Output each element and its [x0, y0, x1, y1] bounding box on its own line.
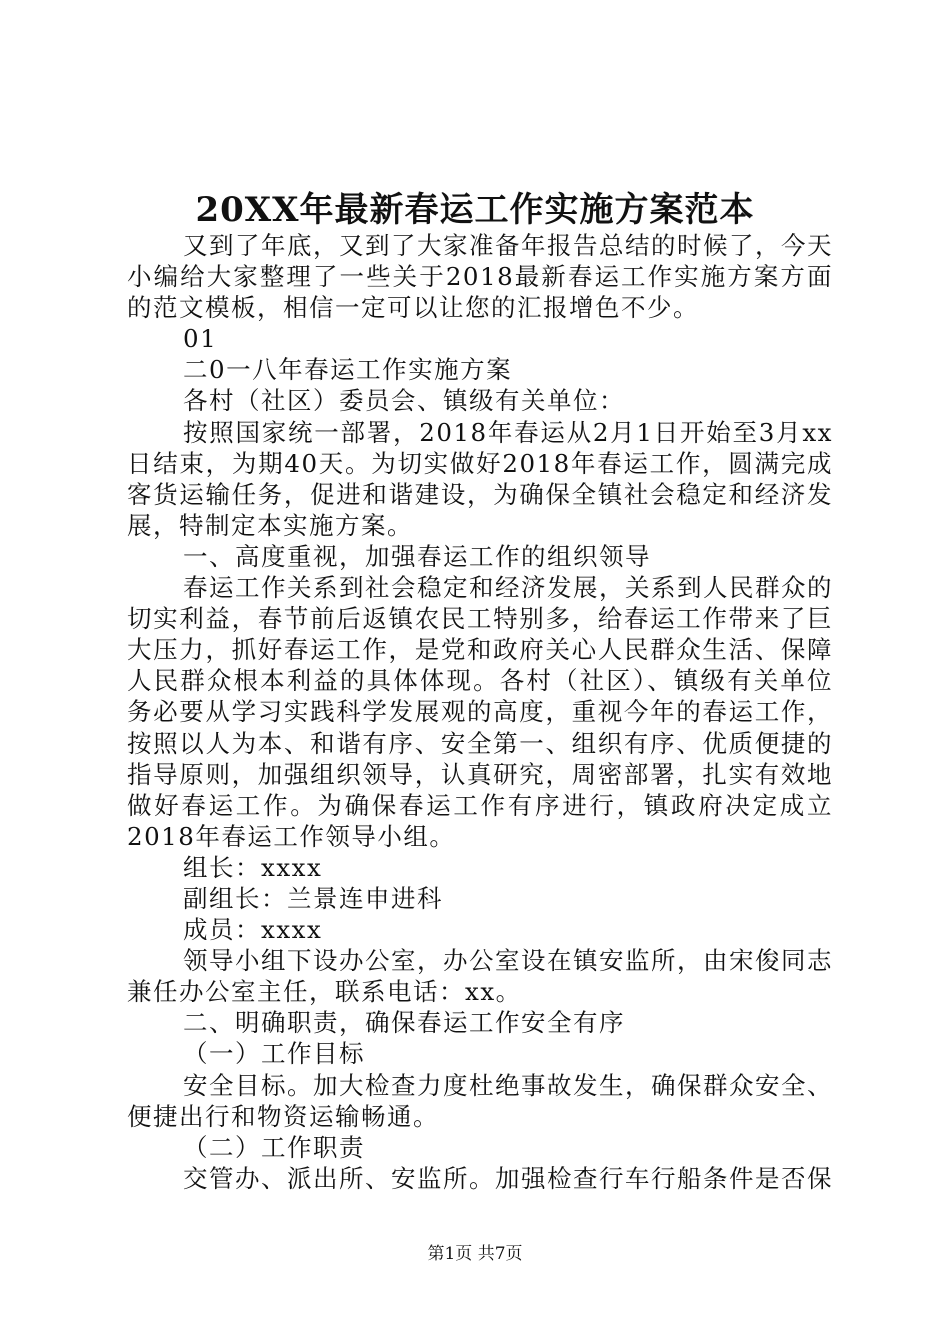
- paragraph-plan-heading: 二0一八年春运工作实施方案: [183, 355, 513, 385]
- paragraph-members: 成员：xxxx: [183, 915, 323, 945]
- paragraph-heading-one: 一、高度重视，加强春运工作的组织领导: [183, 541, 651, 571]
- paragraph-safety-goal: 安全目标。加大检查力度杜绝事故发生，确保群众安全、便捷出行和物资运输畅通。: [127, 1070, 833, 1131]
- document-title: 20XX年最新春运工作实施方案范本: [195, 190, 755, 230]
- paragraph-heading-two: 二、明确职责，确保春运工作安全有序: [183, 1008, 625, 1038]
- paragraph-addressee: 各村（社区）委员会、镇级有关单位：: [183, 386, 625, 416]
- paragraph-section-number: 01: [183, 324, 218, 354]
- paragraph-leader: 组长：xxxx: [183, 852, 323, 882]
- page-footer: 第1页 共7页: [427, 1244, 523, 1264]
- paragraph-deputy-leader: 副组长：兰景连申进科: [183, 883, 443, 913]
- paragraph-importance: 春运工作关系到社会稳定和经济发展，关系到人民群众的切实利益，春节前后返镇农民工特别多，给春运工作带来了巨大压力，抓好春运工作，是党和政府关心人民群众生活、保障人民群众根本利益的具体体现。各村（社区）、镇级有关单位务必要从学习实践科学发展观的高度，重视今年的春运工作，按照以人为本、和谐有序、安全第一、组织有序、优质便捷的指导原则，加强组织领导，认真研究，周密部署，扎实有效地做好春运工作。为确保春运工作有序进行，镇政府决定成立2018年春运工作领导小组。: [127, 573, 833, 851]
- document-body: [127, 230, 833, 1194]
- paragraph-deployment: 按照国家统一部署，2018年春运从2月1日开始至3月xx日结束，为期40天。为切实做好2018年春运工作，圆满完成客货运输任务，促进和谐建设，为确保全镇社会稳定和经济发展，特制定本实施方案。: [127, 417, 833, 540]
- paragraph-intro: 又到了年底，又到了大家准备年报告总结的时候了，今天小编给大家整理了一些关于2018最新春运工作实施方案方面的范文模板，相信一定可以让您的汇报增色不少。: [127, 231, 833, 323]
- paragraph-duties: 交管办、派出所、安监所。加强检查行车行船条件是否保: [183, 1163, 833, 1193]
- paragraph-subheading-goal: （一）工作目标: [183, 1039, 365, 1069]
- paragraph-subheading-duties: （二）工作职责: [183, 1132, 365, 1162]
- paragraph-office: 领导小组下设办公室，办公室设在镇安监所，由宋俊同志兼任办公室主任，联系电话：xx。: [127, 946, 833, 1007]
